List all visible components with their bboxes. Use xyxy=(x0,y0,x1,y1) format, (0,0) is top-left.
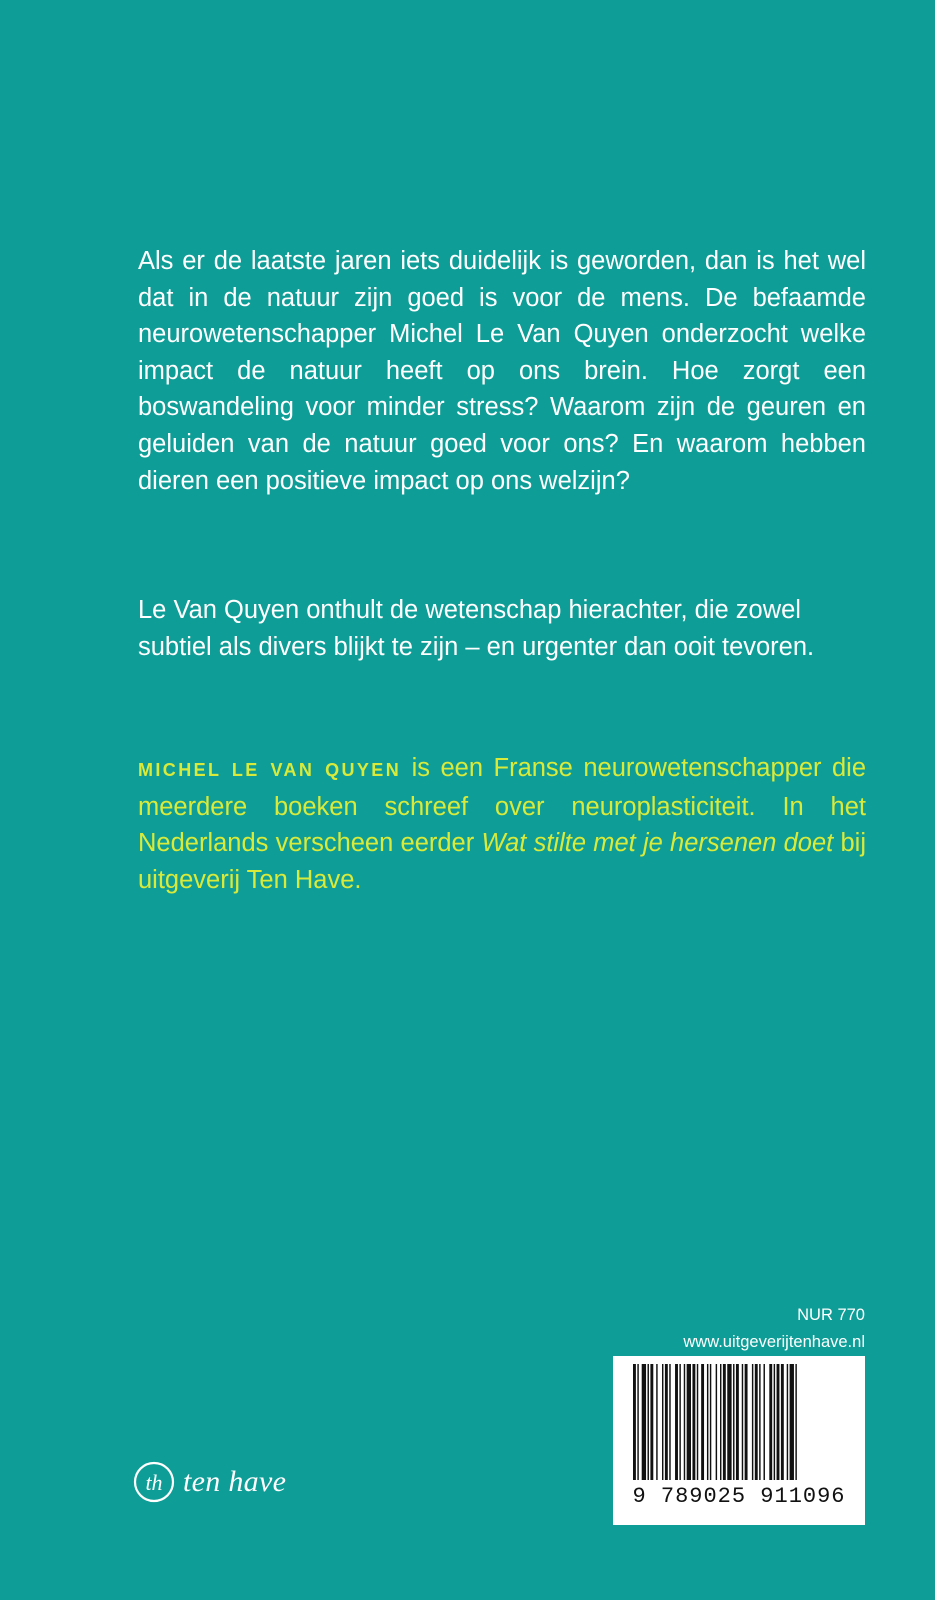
barcode-bar xyxy=(707,1364,708,1480)
barcode-bar xyxy=(701,1364,704,1480)
previous-book-title: Wat stilte met je hersenen doet xyxy=(481,829,834,858)
barcode-bar xyxy=(650,1364,653,1480)
barcode-bar xyxy=(742,1364,743,1480)
barcode-bar xyxy=(795,1364,796,1480)
author-bio-text-1: is een Franse neurowetenschapper die meerdere boeken schreef over neuroplasticiteit. In het Nederlands verscheen eerder xyxy=(138,754,867,858)
blurb-paragraph-1: Als er de laatste jaren iets duidelijk is geworden, dan is het wel dat in de natuur zijn goed is voor de mens. De befaamde neurowetenschapper Michel Le Van Quyen onderzocht welke impact de natuur heeft op ons brein. Hoe zorgt een boswandeling voor minder stress? Waarom zijn de geuren en geluiden van de natuur goed voor ons? En waarom hebben dieren een positieve impact op ons welzijn? xyxy=(138,247,866,495)
barcode-bar xyxy=(752,1364,753,1480)
barcode-bar xyxy=(684,1364,685,1480)
barcode-bar xyxy=(697,1364,698,1480)
author-bio-text-2: bij uitgeverij Ten Have. xyxy=(138,829,866,894)
author-name: MICHEL LE VAN QUYEN xyxy=(138,760,402,780)
barcode-bar xyxy=(769,1364,772,1480)
barcode-bar xyxy=(777,1364,780,1480)
barcode-bar xyxy=(774,1364,775,1480)
barcode-bar xyxy=(710,1364,711,1480)
blurb-paragraph-2: Le Van Quyen onthult de wetenschap hierachter, die zowel subtiel als divers blijkt te zijn – en urgenter dan ooit tevoren. xyxy=(138,596,815,661)
barcode-bar xyxy=(787,1364,788,1480)
isbn-number: 9 789025 911096 xyxy=(632,1484,846,1509)
publisher-name: ten have xyxy=(183,1465,287,1498)
barcode-bar xyxy=(781,1364,784,1480)
barcode-bar xyxy=(637,1364,638,1480)
barcode-bar xyxy=(790,1364,794,1480)
barcode-bar xyxy=(720,1364,721,1480)
publisher-logo xyxy=(133,1461,286,1503)
ten-have-logo-icon xyxy=(133,1461,175,1503)
svg-text:th: th xyxy=(145,1470,163,1495)
publisher-website: www.uitgeverijtenhave.nl xyxy=(683,1333,865,1351)
isbn-barcode xyxy=(613,1356,865,1525)
barcode-bar xyxy=(733,1364,734,1480)
barcode-bar xyxy=(669,1364,670,1480)
barcode-bar xyxy=(716,1364,717,1480)
barcode-bar xyxy=(759,1364,760,1480)
barcode-bar xyxy=(679,1364,680,1480)
barcode-bar xyxy=(675,1364,678,1480)
barcode-bar xyxy=(755,1364,758,1480)
barcode-bar xyxy=(656,1364,657,1480)
nur-code: NUR 770 xyxy=(797,1306,865,1324)
barcode-icon xyxy=(633,1364,845,1480)
barcode-bar xyxy=(633,1364,636,1480)
barcode-bar xyxy=(745,1364,748,1480)
barcode-bar xyxy=(736,1364,739,1480)
barcode-bar xyxy=(723,1364,726,1480)
barcode-bar xyxy=(662,1364,663,1480)
barcode-bar xyxy=(665,1364,668,1480)
barcode-bar xyxy=(648,1364,649,1480)
barcode-bar xyxy=(642,1364,646,1480)
barcode-bar xyxy=(687,1364,691,1480)
author-bio xyxy=(138,750,866,898)
barcode-bar xyxy=(764,1364,765,1480)
barcode-bar xyxy=(727,1364,731,1480)
barcode-bar xyxy=(692,1364,695,1480)
